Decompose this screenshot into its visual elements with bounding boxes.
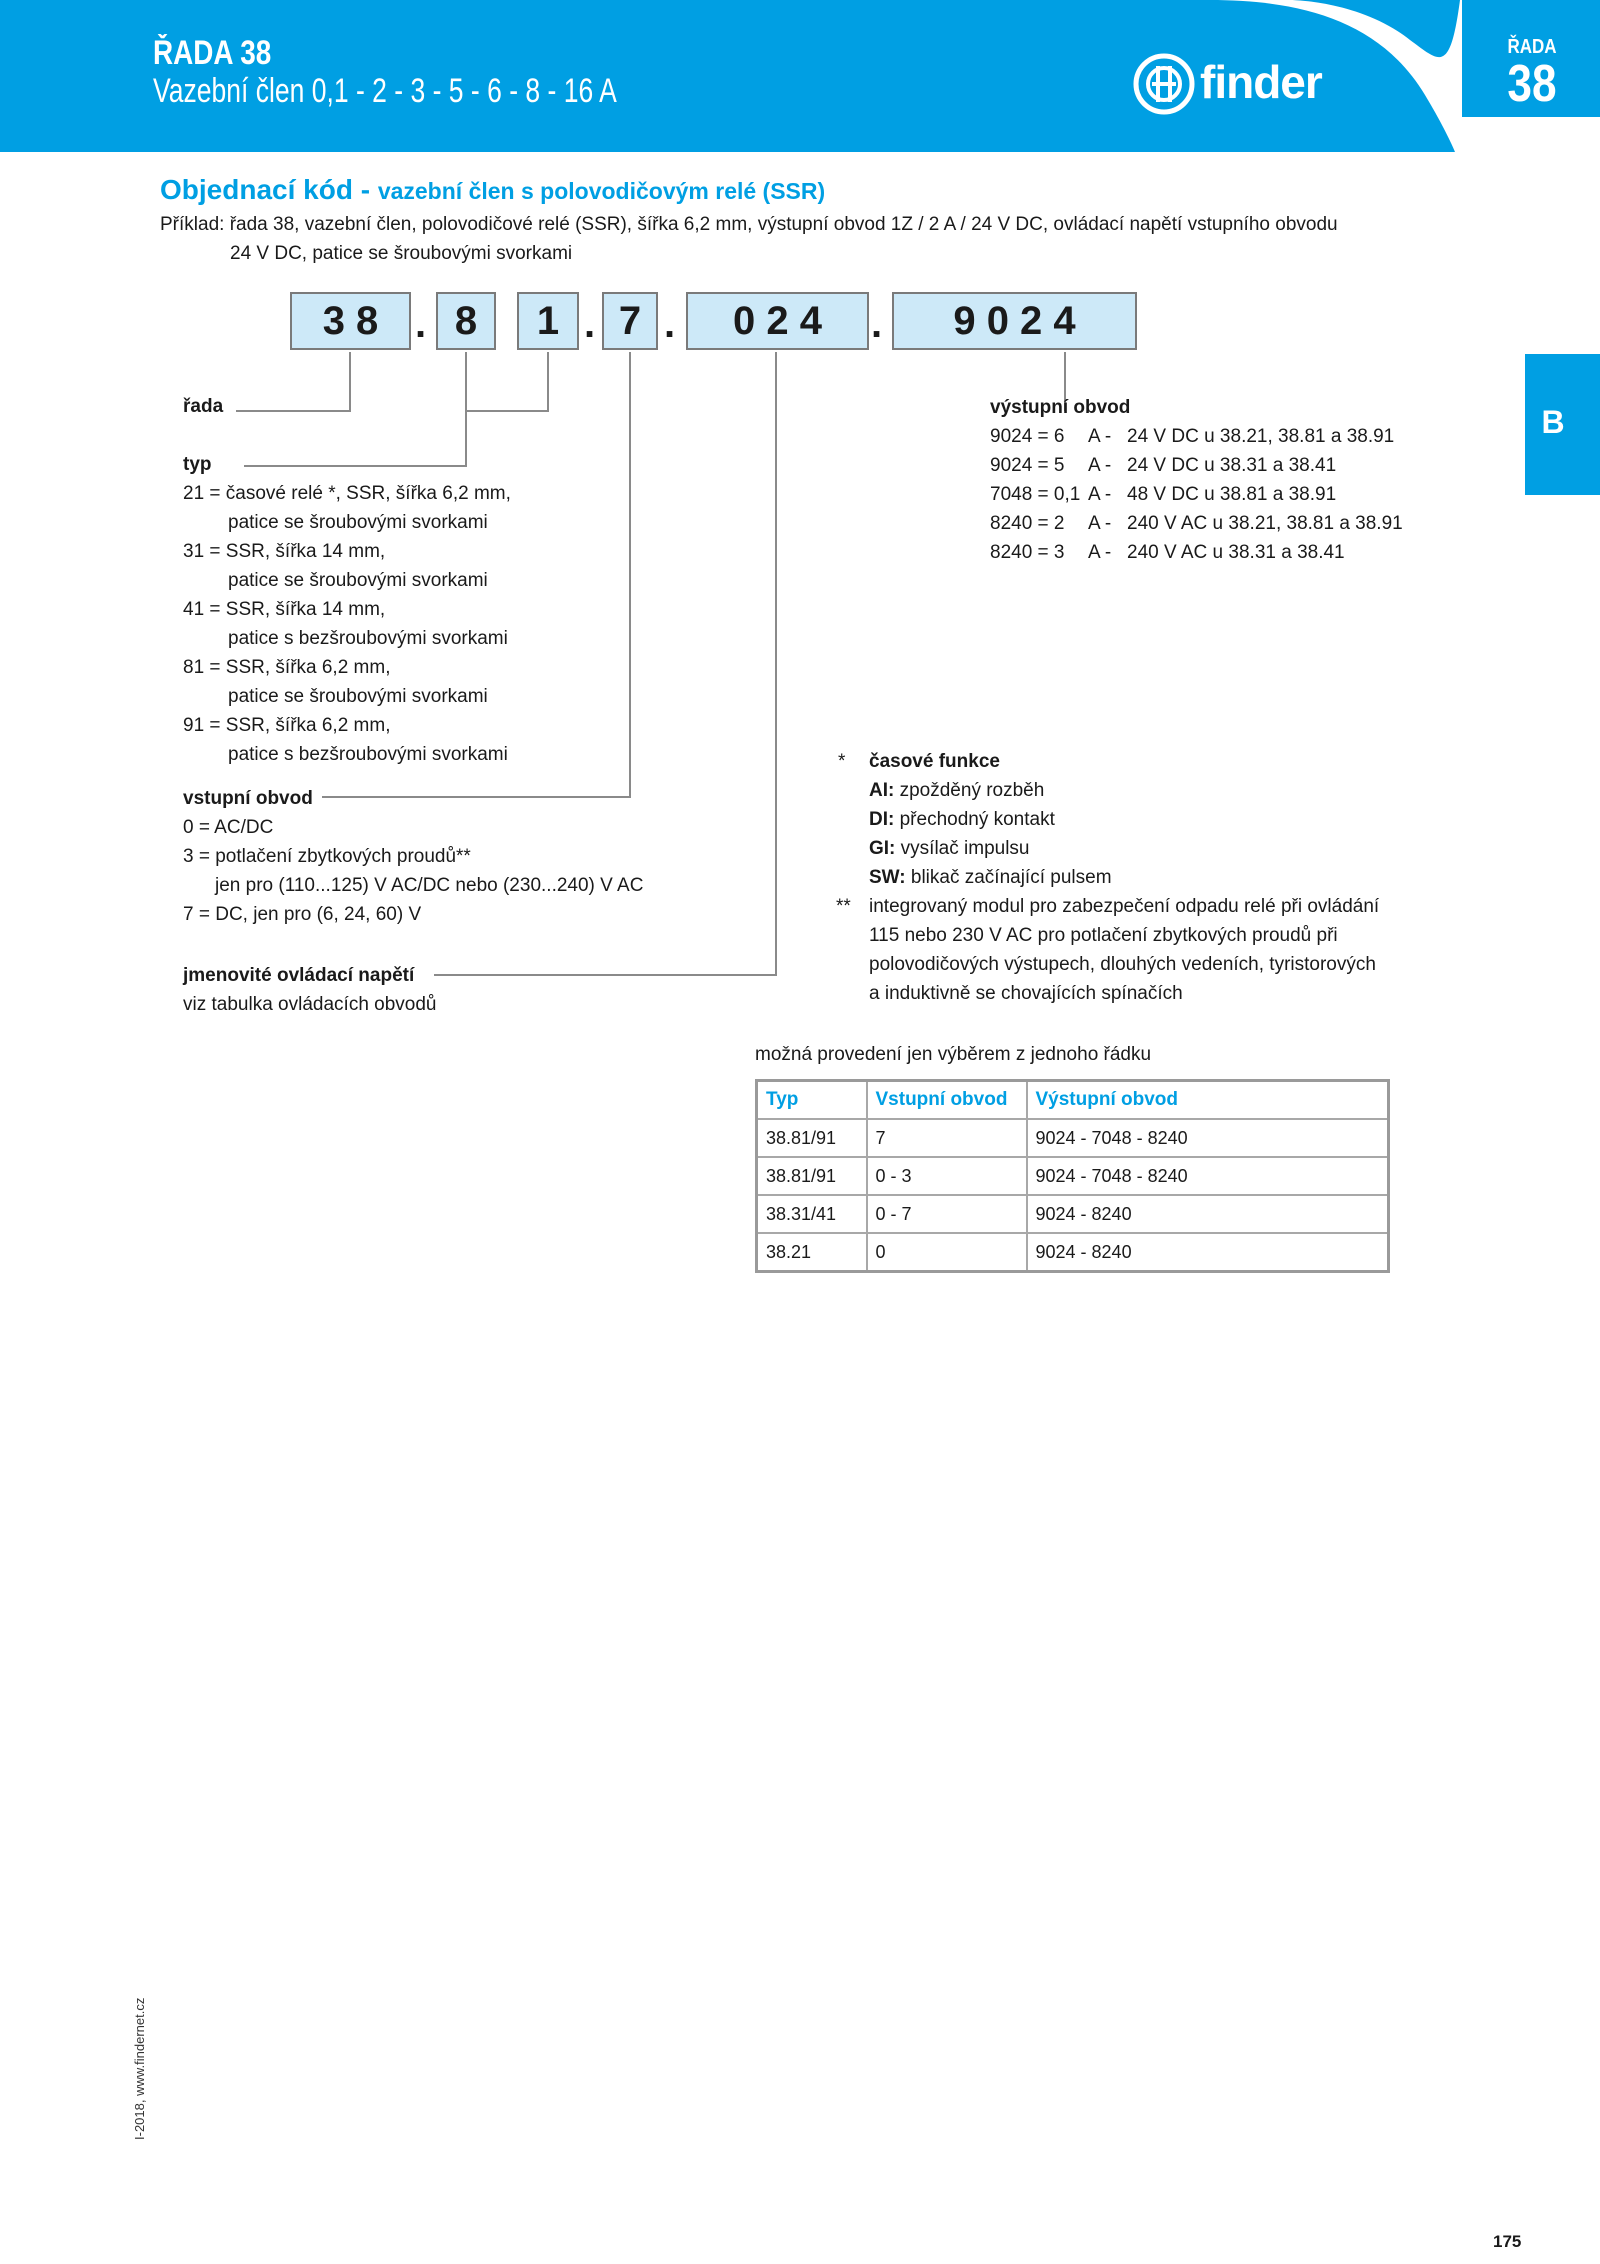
casove-text: blikač začínající pulsem bbox=[910, 867, 1112, 888]
code-box-series-value: 3 8 bbox=[322, 298, 379, 343]
casove-item bbox=[869, 863, 1112, 892]
table-cell: 9024 - 7048 - 8240 bbox=[1027, 1157, 1389, 1195]
vystupni-row bbox=[990, 422, 1395, 451]
casove-key: AI: bbox=[869, 780, 895, 801]
vystupni-amp: A - bbox=[1088, 513, 1112, 534]
casove-item bbox=[869, 834, 1112, 863]
table-header-typ: Typ bbox=[757, 1081, 867, 1120]
typ-item-cont: patice se šroubovými svorkami bbox=[228, 686, 488, 707]
vstupni-block bbox=[183, 784, 643, 929]
table-row bbox=[757, 1233, 1389, 1272]
table-cell: 9024 - 8240 bbox=[1027, 1233, 1389, 1272]
code-box-type-1-value: 8 bbox=[454, 298, 478, 343]
integr-line: polovodičových výstupech, dlouhých vedeních, tyristorových bbox=[869, 954, 1376, 975]
typ-item-cont: patice s bezšroubovými svorkami bbox=[228, 744, 508, 765]
typ-item-cont: patice se šroubovými svorkami bbox=[228, 512, 488, 533]
jmenovite-label: jmenovité ovládací napětí bbox=[183, 965, 415, 986]
table-cell: 38.31/41 bbox=[757, 1195, 867, 1233]
vstupni-item: 3 = potlačení zbytkových proudů** bbox=[183, 846, 471, 867]
typ-item: 41 = SSR, šířka 14 mm, bbox=[183, 599, 386, 620]
table-cell: 9024 - 7048 - 8240 bbox=[1027, 1119, 1389, 1157]
table-cell: 0 - 7 bbox=[867, 1195, 1027, 1233]
code-separator: . bbox=[415, 302, 427, 346]
vystupni-desc: 24 V DC u 38.21, 38.81 a 38.91 bbox=[1127, 426, 1395, 447]
casove-text: přechodný kontakt bbox=[899, 809, 1055, 830]
integr-line: a induktivně se chovajících spínačích bbox=[869, 983, 1183, 1004]
table-cell: 7 bbox=[867, 1119, 1027, 1157]
table-row bbox=[757, 1119, 1389, 1157]
vystupni-row bbox=[990, 509, 1403, 538]
casove-block bbox=[869, 747, 1112, 892]
variants-table bbox=[755, 1079, 1390, 1273]
note-double-star: ** bbox=[836, 896, 851, 917]
footer-vertical-text: I-2018, www.findernet.cz bbox=[132, 1997, 147, 2140]
vystupni-code: 8240 = 3 bbox=[990, 542, 1065, 563]
table-cell: 38.81/91 bbox=[757, 1119, 867, 1157]
vstupni-item: 0 = AC/DC bbox=[183, 817, 274, 838]
jmenovite-text: viz tabulka ovládacích obvodů bbox=[183, 994, 437, 1015]
vystupni-row bbox=[990, 538, 1345, 567]
vystupni-amp: A - bbox=[1088, 455, 1112, 476]
page-number: 175 bbox=[1493, 2232, 1522, 2251]
vystupni-code: 9024 = 6 bbox=[990, 426, 1065, 447]
vystupni-amp: A - bbox=[1088, 426, 1112, 447]
note-star: * bbox=[838, 751, 846, 772]
rada-label: řada bbox=[183, 396, 224, 417]
series-tab-number: 38 bbox=[1507, 55, 1557, 113]
section-side-tab-label: B bbox=[1541, 404, 1565, 440]
integr-block bbox=[869, 892, 1379, 1008]
finder-logo-text: finder bbox=[1200, 56, 1322, 108]
vstupni-label: vstupní obvod bbox=[183, 788, 313, 809]
casove-key: SW: bbox=[869, 867, 906, 888]
vystupni-desc: 24 V DC u 38.31 a 38.41 bbox=[1127, 455, 1337, 476]
vystupni-amp: A - bbox=[1088, 484, 1112, 505]
typ-item-cont: patice s bezšroubovými svorkami bbox=[228, 628, 508, 649]
vystupni-code: 9024 = 5 bbox=[990, 455, 1065, 476]
typ-item: 81 = SSR, šířka 6,2 mm, bbox=[183, 657, 391, 678]
code-separator: . bbox=[584, 302, 596, 346]
table-cell: 38.21 bbox=[757, 1233, 867, 1272]
series-title: ŘADA 38 bbox=[153, 34, 272, 72]
table-row bbox=[757, 1157, 1389, 1195]
typ-item-cont: patice se šroubovými svorkami bbox=[228, 570, 488, 591]
typ-label: typ bbox=[183, 454, 212, 475]
vystupni-code: 7048 = 0,1 bbox=[990, 484, 1081, 505]
order-code-heading-sub: vazební člen s polovodičovým relé (SSR) bbox=[377, 178, 826, 204]
vystupni-label: výstupní obvod bbox=[990, 397, 1131, 418]
casove-label: časové funkce bbox=[869, 751, 1000, 772]
typ-item: 31 = SSR, šířka 14 mm, bbox=[183, 541, 386, 562]
series-subtitle: Vazební člen 0,1 - 2 - 3 - 5 - 6 - 8 - 16 A bbox=[153, 72, 617, 110]
table-header-row bbox=[757, 1081, 1389, 1120]
vystupni-row bbox=[990, 451, 1337, 480]
vstupni-item-cont: jen pro (110...125) V AC/DC nebo (230...240) V AC bbox=[215, 875, 644, 896]
code-box-output-value: 9 0 2 4 bbox=[953, 298, 1076, 343]
table-cell: 0 bbox=[867, 1233, 1027, 1272]
vystupni-row bbox=[990, 480, 1337, 509]
typ-block bbox=[183, 450, 511, 769]
table-row bbox=[757, 1195, 1389, 1233]
code-separator: . bbox=[871, 302, 883, 346]
code-separator: . bbox=[664, 302, 676, 346]
order-code-heading-main: Objednací kód - bbox=[160, 174, 371, 205]
table-caption: možná provedení jen výběrem z jednoho řádku bbox=[755, 1044, 1152, 1065]
table-header-vystupni: Výstupní obvod bbox=[1027, 1081, 1389, 1120]
vystupni-desc: 48 V DC u 38.81 a 38.91 bbox=[1127, 484, 1337, 505]
vystupni-desc: 240 V AC u 38.31 a 38.41 bbox=[1127, 542, 1345, 563]
table-cell: 38.81/91 bbox=[757, 1157, 867, 1195]
casove-item bbox=[869, 776, 1112, 805]
vystupni-amp: A - bbox=[1088, 542, 1112, 563]
vystupni-code: 8240 = 2 bbox=[990, 513, 1065, 534]
casove-text: zpožděný rozběh bbox=[899, 780, 1045, 801]
example-line-1: Příklad: řada 38, vazební člen, polovodičové relé (SSR), šířka 6,2 mm, výstupní obvod 1Z / 2 A / 24 V DC, ovládací napětí vstupního obvodu bbox=[160, 214, 1338, 235]
table-cell: 9024 - 8240 bbox=[1027, 1195, 1389, 1233]
vystupni-desc: 240 V AC u 38.21, 38.81 a 38.91 bbox=[1127, 513, 1403, 534]
casove-key: DI: bbox=[869, 809, 895, 830]
code-box-voltage-value: 0 2 4 bbox=[733, 298, 822, 343]
typ-item: 91 = SSR, šířka 6,2 mm, bbox=[183, 715, 391, 736]
vstupni-item: 7 = DC, jen pro (6, 24, 60) V bbox=[183, 904, 422, 925]
series-tab-label: ŘADA bbox=[1507, 36, 1557, 58]
code-box-type-2-value: 1 bbox=[536, 298, 560, 343]
casove-text: vysílač impulsu bbox=[900, 838, 1030, 859]
example-line-2: 24 V DC, patice se šroubovými svorkami bbox=[230, 243, 573, 264]
integr-line: 115 nebo 230 V AC pro potlačení zbytkových proudů při bbox=[869, 925, 1338, 946]
jmenovite-block bbox=[183, 961, 437, 1019]
table-header-vstupni: Vstupní obvod bbox=[867, 1081, 1027, 1120]
casove-key: GI: bbox=[869, 838, 896, 859]
casove-item bbox=[869, 805, 1112, 834]
table-cell: 0 - 3 bbox=[867, 1157, 1027, 1195]
typ-item: 21 = časové relé *, SSR, šířka 6,2 mm, bbox=[183, 483, 511, 504]
code-box-input-value: 7 bbox=[618, 298, 642, 343]
vystupni-block bbox=[990, 393, 1403, 567]
integr-line: integrovaný modul pro zabezpečení odpadu relé při ovládání bbox=[869, 896, 1380, 917]
